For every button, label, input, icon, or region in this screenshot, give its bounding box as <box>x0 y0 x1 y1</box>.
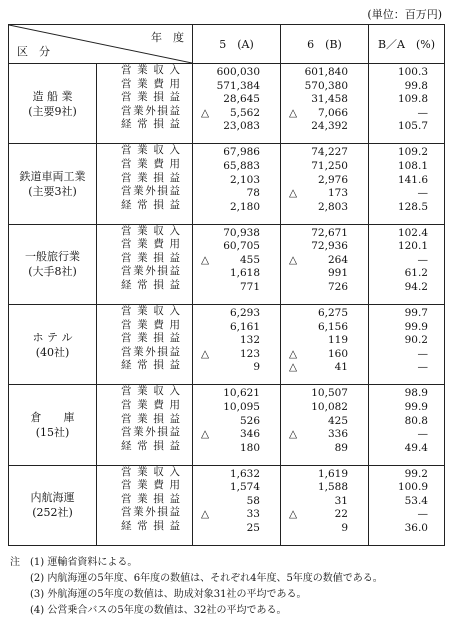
value-number: 65,883 <box>223 159 260 172</box>
value-a <box>193 401 270 415</box>
value-a <box>193 334 270 348</box>
value-b <box>281 240 358 254</box>
item-label: 経常損益 <box>121 439 180 452</box>
ratio-value: 98.9 <box>404 387 428 400</box>
value-number: 570,380 <box>304 79 348 92</box>
value-b <box>281 160 358 174</box>
item-label: 経常損益 <box>121 359 180 372</box>
items-cell <box>97 304 193 384</box>
value-number: 455 <box>239 253 260 266</box>
value-number: 180 <box>239 441 260 454</box>
note-label: (3) <box>10 589 45 600</box>
value-b <box>281 267 358 281</box>
ratio-value: 99.8 <box>404 79 428 92</box>
value-number: 346 <box>239 428 260 441</box>
table-row <box>9 304 445 384</box>
negative-mark: △ <box>201 253 210 266</box>
value-a <box>193 468 270 482</box>
value-number: 571,384 <box>216 79 260 92</box>
region-cell <box>9 224 97 304</box>
value-number: 601,840 <box>304 66 348 78</box>
region-name: 造 船 業 <box>32 89 73 103</box>
table-row <box>9 465 445 545</box>
items-cell <box>97 224 193 304</box>
item-label: 営業外損益 <box>121 104 180 117</box>
region-sub: (252社) <box>32 506 73 520</box>
value-number: 425 <box>327 414 348 427</box>
item-label: 営業外損益 <box>121 506 180 519</box>
ratio-value: 109.8 <box>397 93 428 106</box>
ratio-cell <box>369 224 445 304</box>
value-number: 72,936 <box>311 240 348 253</box>
value-number: 78 <box>246 187 260 200</box>
value-b <box>281 401 358 415</box>
value-a <box>193 80 270 94</box>
ratio-value: — <box>417 347 428 360</box>
item-label: 営業外損益 <box>121 426 180 439</box>
value-a <box>193 254 270 268</box>
value-a <box>193 281 270 295</box>
region-name: 鉄道車両工業 <box>19 169 86 183</box>
item-label: 営業損益 <box>121 251 180 264</box>
ratio-cell <box>369 64 445 144</box>
negative-mark: △ <box>289 361 298 374</box>
values-a-cell <box>193 304 281 384</box>
value-number: 600,030 <box>216 66 260 78</box>
ratio-cell <box>369 465 445 545</box>
value-b <box>281 201 358 215</box>
ratio-value: — <box>417 428 428 441</box>
value-a <box>193 321 270 335</box>
value-number: 1,632 <box>229 467 260 480</box>
ratio-value: 99.7 <box>404 306 428 319</box>
ratio-cell <box>369 304 445 384</box>
header-nendo: 年 度 <box>151 31 184 44</box>
notes <box>10 555 383 619</box>
value-a <box>193 361 270 375</box>
value-b <box>281 442 358 456</box>
value-a <box>193 120 270 134</box>
header-kubun: 区 分 <box>17 45 50 58</box>
table-row <box>9 144 445 224</box>
ratio-value: 80.8 <box>404 414 428 427</box>
negative-mark: △ <box>201 508 210 521</box>
ratio-value: — <box>417 508 428 521</box>
region-sub: (主要3社) <box>28 184 77 198</box>
value-number: 1,619 <box>317 467 348 480</box>
items-cell <box>97 64 193 144</box>
header-diagonal-cell <box>9 25 193 64</box>
value-b <box>281 254 358 268</box>
item-label: 営業費用 <box>121 318 180 331</box>
note-label: (4) <box>10 605 45 616</box>
note-label: (2) <box>10 573 45 584</box>
value-number: 33 <box>246 508 260 521</box>
ratio-value: 99.9 <box>404 320 428 333</box>
value-a <box>193 107 270 121</box>
values-a-cell <box>193 64 281 144</box>
item-label: 営業収入 <box>121 64 180 76</box>
values-a-cell <box>193 465 281 545</box>
value-number: 991 <box>327 267 348 280</box>
items-cell <box>97 465 193 545</box>
region-name: 一般旅行業 <box>25 250 80 264</box>
region-name: ホ テ ル <box>32 330 73 344</box>
values-a-cell <box>193 224 281 304</box>
ratio-value: 53.4 <box>404 494 428 507</box>
value-a <box>193 348 270 362</box>
region-cell <box>9 465 97 545</box>
item-label: 経常損益 <box>121 198 180 211</box>
value-b <box>281 66 358 80</box>
value-number: 119 <box>327 334 348 347</box>
items-cell <box>97 385 193 465</box>
items-cell <box>97 144 193 224</box>
item-label: 営業損益 <box>121 492 180 505</box>
value-a <box>193 415 270 429</box>
note-line <box>10 571 383 587</box>
value-b <box>281 508 358 522</box>
value-number: 23,083 <box>223 120 260 133</box>
value-number: 6,156 <box>317 320 348 333</box>
value-number: 60,705 <box>223 240 260 253</box>
value-number: 2,180 <box>229 200 260 213</box>
value-number: 24,392 <box>311 120 348 133</box>
value-a <box>193 442 270 456</box>
value-number: 9 <box>253 361 260 374</box>
unit-label: (単位：百万円) <box>367 8 442 21</box>
value-number: 6,293 <box>229 306 260 319</box>
value-b <box>281 281 358 295</box>
value-number: 160 <box>327 347 348 360</box>
value-number: 5,562 <box>229 106 260 119</box>
value-b <box>281 348 358 362</box>
value-number: 526 <box>239 414 260 427</box>
ratio-value: — <box>417 361 428 374</box>
negative-mark: △ <box>201 347 210 360</box>
table-row <box>9 385 445 465</box>
values-b-cell <box>281 64 369 144</box>
ratio-value: 100.9 <box>397 481 428 494</box>
note-label: 注 (1) <box>10 557 45 568</box>
ratio-value: 61.2 <box>404 267 428 280</box>
ratio-value: 120.1 <box>397 240 428 253</box>
value-number: 31,458 <box>311 93 348 106</box>
value-number: 264 <box>327 253 348 266</box>
value-a <box>193 146 270 160</box>
item-label: 経常損益 <box>121 118 180 131</box>
note-text: 外航海運の5年度の数値は、助成対象31社の平均である。 <box>47 589 307 600</box>
value-number: 336 <box>327 428 348 441</box>
item-label: 営業費用 <box>121 157 180 170</box>
value-number: 771 <box>239 281 260 294</box>
region-cell <box>9 144 97 224</box>
value-b <box>281 107 358 121</box>
value-a <box>193 93 270 107</box>
ratio-value: 36.0 <box>404 522 428 535</box>
value-number: 1,588 <box>317 481 348 494</box>
ratio-value: 49.4 <box>404 441 428 454</box>
note-text: 内航海運の5年度、6年度の数値は、それぞれ4年度、5年度の数値である。 <box>47 573 383 584</box>
item-label: 営業費用 <box>121 77 180 90</box>
value-b <box>281 93 358 107</box>
value-number: 9 <box>341 522 348 535</box>
value-number: 72,671 <box>311 226 348 239</box>
value-b <box>281 387 358 401</box>
value-a <box>193 508 270 522</box>
value-number: 2,976 <box>317 173 348 186</box>
value-b <box>281 481 358 495</box>
value-b <box>281 227 358 241</box>
note-line <box>10 555 383 571</box>
values-b-cell <box>281 224 369 304</box>
item-label: 営業外損益 <box>121 345 180 358</box>
note-line <box>10 587 383 603</box>
value-number: 58 <box>246 494 260 507</box>
value-number: 1,574 <box>229 481 260 494</box>
ratio-cell <box>369 385 445 465</box>
value-b <box>281 321 358 335</box>
table-row <box>9 224 445 304</box>
region-name: 倉 庫 <box>30 410 75 424</box>
value-number: 71,250 <box>311 159 348 172</box>
value-number: 31 <box>334 494 348 507</box>
value-number: 10,621 <box>223 387 260 400</box>
value-number: 7,066 <box>317 106 348 119</box>
value-number: 726 <box>327 281 348 294</box>
value-number: 74,227 <box>311 146 348 159</box>
region-sub: (15社) <box>35 425 70 439</box>
value-number: 10,095 <box>223 400 260 413</box>
header-col-ratio: B／A (%) <box>369 25 445 64</box>
ratio-value: 102.4 <box>397 226 428 239</box>
item-label: 営業費用 <box>121 479 180 492</box>
item-label: 営業費用 <box>121 398 180 411</box>
ratio-value: 90.2 <box>404 334 428 347</box>
value-b <box>281 361 358 375</box>
region-cell <box>9 64 97 144</box>
item-label: 経常損益 <box>121 520 180 533</box>
negative-mark: △ <box>289 508 298 521</box>
value-a <box>193 187 270 201</box>
negative-mark: △ <box>289 106 298 119</box>
negative-mark: △ <box>289 253 298 266</box>
value-b <box>281 334 358 348</box>
item-label: 営業損益 <box>121 171 180 184</box>
ratio-value: 94.2 <box>404 281 428 294</box>
value-b <box>281 174 358 188</box>
value-a <box>193 428 270 442</box>
value-a <box>193 240 270 254</box>
value-number: 2,803 <box>317 200 348 213</box>
value-a <box>193 481 270 495</box>
item-label: 営業収入 <box>121 385 180 398</box>
item-label: 営業収入 <box>121 144 180 157</box>
ratio-value: — <box>417 253 428 266</box>
ratio-value: 141.6 <box>397 173 428 186</box>
negative-mark: △ <box>201 428 210 441</box>
value-b <box>281 120 358 134</box>
header-col-b: 6 (B) <box>281 25 369 64</box>
value-number: 41 <box>334 361 348 374</box>
value-number: 10,507 <box>311 387 348 400</box>
value-number: 22 <box>334 508 348 521</box>
region-sub: (40社) <box>35 345 70 359</box>
value-b <box>281 307 358 321</box>
item-label: 営業損益 <box>121 91 180 104</box>
item-label: 営業外損益 <box>121 185 180 198</box>
value-a <box>193 522 270 536</box>
region-sub: (大手8社) <box>28 265 77 279</box>
value-number: 67,986 <box>223 146 260 159</box>
item-label: 営業費用 <box>121 238 180 251</box>
values-a-cell <box>193 385 281 465</box>
ratio-value: 109.2 <box>397 146 428 159</box>
region-cell <box>9 385 97 465</box>
ratio-value: — <box>417 187 428 200</box>
negative-mark: △ <box>289 187 298 200</box>
ratio-value: 128.5 <box>397 200 428 213</box>
negative-mark: △ <box>289 347 298 360</box>
value-number: 10,082 <box>311 400 348 413</box>
ratio-value: — <box>417 106 428 119</box>
ratio-value: 100.3 <box>397 66 428 78</box>
value-number: 173 <box>327 187 348 200</box>
ratio-value: 99.9 <box>404 400 428 413</box>
values-a-cell <box>193 144 281 224</box>
item-label: 経常損益 <box>121 279 180 292</box>
value-number: 70,938 <box>223 226 260 239</box>
value-b <box>281 468 358 482</box>
value-number: 28,645 <box>223 93 260 106</box>
item-label: 営業収入 <box>121 465 180 478</box>
financial-table <box>8 24 445 546</box>
value-b <box>281 522 358 536</box>
region-name: 内航海運 <box>30 491 75 505</box>
region-cell <box>9 304 97 384</box>
values-b-cell <box>281 144 369 224</box>
item-label: 営業収入 <box>121 224 180 237</box>
region-sub: (主要9社) <box>28 104 77 118</box>
value-number: 2,103 <box>229 173 260 186</box>
note-text: 公営乗合バスの5年度の数値は、32社の平均である。 <box>47 605 287 616</box>
value-b <box>281 80 358 94</box>
value-b <box>281 146 358 160</box>
item-label: 営業収入 <box>121 304 180 317</box>
value-number: 132 <box>239 334 260 347</box>
value-b <box>281 428 358 442</box>
value-a <box>193 66 270 80</box>
header-row <box>9 25 445 64</box>
ratio-value: 99.2 <box>404 467 428 480</box>
item-label: 営業外損益 <box>121 265 180 278</box>
value-number: 6,161 <box>229 320 260 333</box>
ratio-value: 105.7 <box>397 120 428 133</box>
value-number: 89 <box>334 441 348 454</box>
value-a <box>193 267 270 281</box>
value-a <box>193 387 270 401</box>
values-b-cell <box>281 385 369 465</box>
value-number: 25 <box>246 522 260 535</box>
table-row <box>9 64 445 144</box>
note-text: 運輸省資料による。 <box>47 557 138 568</box>
ratio-value: 108.1 <box>397 159 428 172</box>
negative-mark: △ <box>201 106 210 119</box>
note-line <box>10 603 383 619</box>
value-a <box>193 495 270 509</box>
value-number: 123 <box>239 347 260 360</box>
value-number: 1,618 <box>229 267 260 280</box>
value-a <box>193 160 270 174</box>
ratio-cell <box>369 144 445 224</box>
values-b-cell <box>281 304 369 384</box>
negative-mark: △ <box>289 428 298 441</box>
value-b <box>281 415 358 429</box>
value-a <box>193 174 270 188</box>
value-b <box>281 187 358 201</box>
value-a <box>193 307 270 321</box>
header-col-a: 5 (A) <box>193 25 281 64</box>
value-b <box>281 495 358 509</box>
value-a <box>193 227 270 241</box>
values-b-cell <box>281 465 369 545</box>
item-label: 営業損益 <box>121 332 180 345</box>
item-label: 営業損益 <box>121 412 180 425</box>
value-a <box>193 201 270 215</box>
value-number: 6,275 <box>317 306 348 319</box>
